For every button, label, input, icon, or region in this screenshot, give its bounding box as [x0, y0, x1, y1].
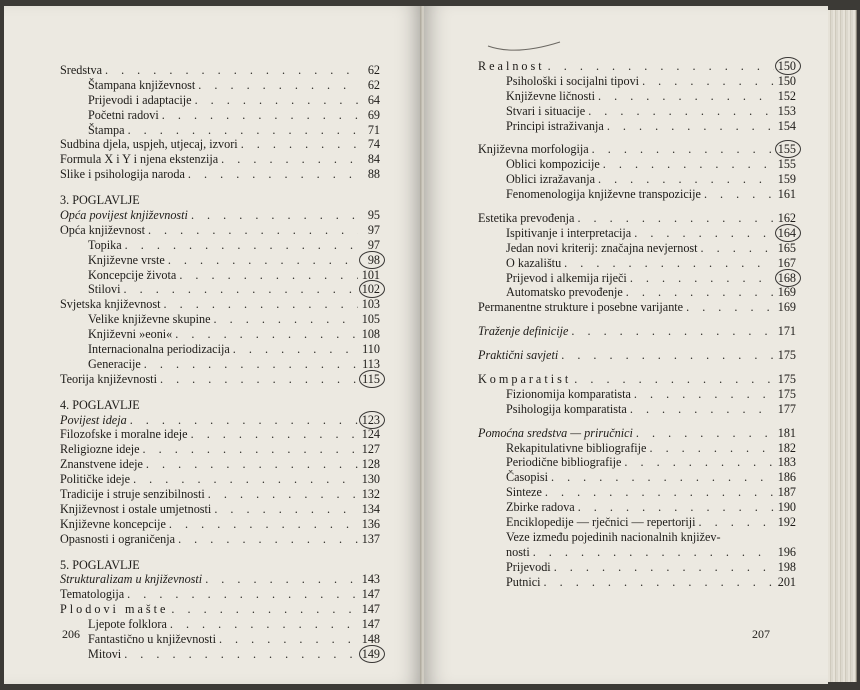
entry-title: Filozofske i moralne ideje: [60, 427, 188, 442]
right-page-number: 207: [752, 627, 770, 641]
entry-title: Automatsko prevođenje: [506, 285, 623, 300]
entry-title: Psihološki i socijalni tipovi: [506, 73, 640, 88]
dot-leader: [124, 587, 358, 602]
entry-title: Književne koncepcije: [60, 516, 166, 531]
toc-entry: [478, 157, 796, 172]
entry-page-number: 171: [777, 324, 796, 339]
dot-leader: [627, 402, 774, 417]
entry-title: Velike književne skupine: [88, 312, 211, 327]
entry-page-number: 147: [361, 617, 380, 632]
toc-entry: [478, 74, 796, 89]
entry-gap: [478, 417, 796, 426]
entry-title: Periodične bibliografije: [506, 455, 622, 470]
toc-entry: [60, 63, 380, 78]
entry-page-number: 127: [361, 442, 380, 457]
entry-title: nosti: [506, 544, 530, 559]
entry-page-number: 97: [367, 222, 380, 237]
dot-leader: [238, 137, 358, 152]
entry-title: Praktični savjeti: [478, 348, 559, 363]
entry-page-number: 101: [361, 267, 380, 282]
toc-entry: [60, 357, 380, 372]
dot-leader: [627, 271, 774, 286]
entry-page-number: 105: [361, 312, 380, 327]
entry-title: Prijevod i alkemija riječi: [506, 270, 627, 285]
entry-title: Stilovi: [88, 282, 121, 297]
entry-title: Pomoćna sredstva — priručnici: [478, 425, 633, 440]
toc-entry: [60, 327, 380, 342]
entry-page-number: 113: [362, 356, 380, 371]
entry-title: Sudbina djela, uspjeh, utjecaj, izvori: [60, 137, 238, 152]
toc-entry: [478, 470, 796, 485]
dot-leader: [542, 485, 774, 500]
left-page-number: 206: [62, 627, 80, 641]
toc-entry: [478, 575, 796, 590]
entry-page-number: 62: [367, 77, 380, 92]
dot-leader: [558, 348, 774, 363]
entry-page-number: 74: [367, 137, 380, 152]
dot-leader: [595, 172, 774, 187]
toc-entry: [60, 587, 380, 602]
toc-entry: [60, 123, 380, 138]
entry-page-number: 169: [777, 300, 796, 315]
entry-title: Opća književnost: [60, 222, 145, 237]
dot-leader: [621, 455, 774, 470]
entry-title: Časopisi: [506, 470, 548, 485]
dot-leader: [631, 387, 774, 402]
toc-entry: [478, 89, 796, 104]
entry-title: Zbirke radova: [506, 500, 575, 515]
entry-title: Štampana književnost: [88, 77, 196, 92]
toc-entry: [60, 238, 380, 253]
dot-leader: [575, 500, 774, 515]
left-toc: [60, 63, 380, 662]
entry-page-number: 161: [777, 187, 796, 202]
entry-gap: [478, 133, 796, 142]
toc-entry: [60, 253, 380, 268]
toc-entry: [478, 119, 796, 134]
toc-entry: [478, 59, 796, 74]
dot-leader: [140, 442, 358, 457]
entry-page-number: 175: [777, 372, 796, 387]
chapter-heading: 4. POGLAVLJE: [60, 397, 140, 412]
entry-page-number: 88: [367, 167, 380, 182]
entry-title: Oblici kompozicije: [506, 157, 600, 172]
entry-title: Ispitivanje i interpretacija: [506, 225, 632, 240]
entry-page-number: 103: [361, 297, 380, 312]
toc-entry: [478, 300, 796, 315]
toc-entry: [60, 78, 380, 93]
entry-title: Strukturalizam u književnosti: [60, 572, 203, 587]
entry-page-number: 62: [367, 62, 380, 77]
toc-entry: [478, 530, 796, 545]
entry-page-number: 149: [358, 647, 380, 662]
toc-entry: [478, 104, 796, 119]
toc-entry: [60, 472, 380, 487]
dot-leader: [165, 253, 358, 268]
entry-page-number: 132: [361, 487, 380, 502]
entry-title: Generacije: [88, 356, 141, 371]
entry-page-number: 165: [777, 240, 796, 255]
toc-entry: [60, 342, 380, 357]
dot-leader: [216, 632, 358, 647]
entry-title: Veze između pojedinih nacionalnih književ-: [506, 529, 721, 544]
dot-leader: [683, 300, 774, 315]
entry-title: Opća povijest književnosti: [60, 208, 188, 222]
entry-page-number: 182: [777, 440, 796, 455]
dot-leader: [541, 575, 774, 590]
dot-leader: [168, 602, 358, 617]
dot-leader: [571, 372, 774, 387]
entry-page-number: 183: [777, 455, 796, 470]
toc-entry: [60, 93, 380, 108]
dot-leader: [145, 223, 358, 238]
entry-title: Književne vrste: [88, 252, 165, 267]
dot-leader: [701, 187, 774, 202]
dot-leader: [188, 208, 358, 223]
dot-leader: [185, 167, 358, 182]
entry-page-number: 152: [777, 88, 796, 103]
toc-entry: [60, 602, 380, 617]
entry-page-number: 147: [361, 602, 380, 617]
dot-leader: [143, 457, 358, 472]
entry-gap: [478, 202, 796, 211]
entry-gap: [478, 315, 796, 324]
entry-page-number: 177: [777, 401, 796, 416]
entry-page-number: 196: [777, 544, 796, 559]
entry-page-number: 136: [361, 516, 380, 531]
entry-page-number: 115: [358, 372, 380, 387]
toc-entry: [478, 187, 796, 202]
dot-leader: [157, 372, 358, 387]
page-edges: [828, 10, 857, 682]
dot-leader: [188, 427, 358, 442]
entry-title: Putnici: [506, 574, 541, 589]
entry-page-number: 187: [777, 485, 796, 500]
entry-title: Formula X i Y i njena ekstenzija: [60, 152, 219, 167]
toc-entry: [60, 632, 380, 647]
entry-title: Znanstvene ideje: [60, 457, 143, 472]
toc-entry: [60, 442, 380, 457]
entry-title: Književnost i ostale umjetnosti: [60, 501, 212, 516]
entry-page-number: 153: [777, 103, 796, 118]
entry-title: O kazalištu: [506, 255, 562, 270]
toc-entry: [60, 517, 380, 532]
dot-leader: [141, 357, 358, 372]
entry-page-number: 168: [774, 271, 796, 286]
toc-entry: [478, 455, 796, 470]
dot-leader: [161, 297, 358, 312]
entry-title: Književna morfologija: [478, 142, 589, 157]
toc-entry: [478, 226, 796, 241]
entry-page-number: 137: [361, 531, 380, 546]
entry-page-number: 155: [777, 157, 796, 172]
dot-leader: [568, 324, 774, 339]
entry-page-number: 169: [777, 285, 796, 300]
entry-title: Opasnosti i ograničenja: [60, 531, 176, 546]
toc-entry: [60, 573, 380, 588]
entry-title: Književne ličnosti: [506, 88, 596, 103]
entry-title: Rekapitulativne bibliografije: [506, 440, 647, 455]
toc-entry: [60, 268, 380, 283]
entry-title: Oblici izražavanja: [506, 172, 595, 187]
dot-leader: [205, 487, 358, 502]
entry-title: Estetika prevođenja: [478, 211, 575, 225]
toc-entry: [60, 297, 380, 312]
entry-page-number: 198: [777, 559, 796, 574]
dot-leader: [530, 545, 774, 560]
toc-entry: [60, 137, 380, 152]
toc-entry: [478, 271, 796, 286]
toc-entry: [60, 617, 380, 632]
chapter-heading: 5. POGLAVLJE: [60, 557, 140, 572]
dot-leader: [167, 617, 358, 632]
entry-title: Ljepote folklora: [88, 617, 167, 632]
toc-entry: [478, 241, 796, 256]
toc-entry: [478, 211, 796, 226]
entry-gap: [478, 339, 796, 348]
entry-page-number: 71: [367, 122, 380, 137]
dot-leader: [192, 93, 358, 108]
toc-entry: [478, 372, 796, 387]
entry-page-number: 175: [777, 348, 796, 363]
entry-page-number: 159: [777, 172, 796, 187]
entry-page-number: 108: [361, 327, 380, 342]
entry-page-number: 128: [361, 457, 380, 472]
entry-page-number: 190: [777, 500, 796, 515]
chapter-heading: 3. POGLAVLJE: [60, 193, 140, 208]
toc-entry: [60, 372, 380, 387]
toc-entry: [478, 387, 796, 402]
toc-entry: [478, 172, 796, 187]
entry-title: Komparatist: [478, 372, 572, 387]
toc-entry: [478, 426, 796, 441]
dot-leader: [551, 560, 774, 575]
right-toc: [478, 59, 796, 590]
dot-leader: [195, 78, 358, 93]
entry-page-number: 154: [777, 118, 796, 133]
toc-entry: [60, 502, 380, 517]
toc-entry: [60, 208, 380, 223]
entry-page-number: 150: [777, 73, 796, 88]
dot-leader: [600, 157, 774, 172]
dot-leader: [633, 426, 774, 441]
entry-title: Štampa: [88, 122, 125, 137]
entry-page-number: 98: [358, 253, 380, 268]
entry-title: Koncepcije života: [88, 267, 177, 282]
toc-entry: [478, 324, 796, 339]
entry-page-number: 164: [774, 226, 796, 241]
entry-title: Religiozne ideje: [60, 442, 140, 457]
entry-page-number: 201: [777, 574, 796, 589]
dot-leader: [125, 123, 358, 138]
toc-entry: [478, 285, 796, 300]
dot-leader: [561, 256, 774, 271]
entry-title: Enciklopedije — rječnici — repertoriji: [506, 515, 696, 530]
dot-leader: [172, 327, 358, 342]
entry-page-number: 192: [777, 515, 796, 530]
entry-title: Psihologija komparatista: [506, 401, 627, 416]
dot-leader: [548, 470, 774, 485]
dot-leader: [230, 342, 358, 357]
dot-leader: [585, 104, 774, 119]
toc-entry: [478, 142, 796, 157]
entry-page-number: 143: [361, 572, 380, 587]
entry-title: Povijest ideja: [60, 412, 127, 427]
entry-title: Svjetska književnost: [60, 297, 161, 312]
toc-entry: [60, 152, 380, 167]
entry-title: Tradicije i struje senzibilnosti: [60, 487, 205, 502]
dot-leader: [211, 502, 358, 517]
right-page: [424, 6, 828, 684]
toc-entry: [60, 647, 380, 662]
entry-page-number: 95: [367, 208, 380, 222]
entry-page-number: 130: [361, 472, 380, 487]
entry-page-number: 167: [777, 255, 796, 270]
entry-title: Topika: [88, 237, 122, 252]
entry-page-number: 102: [358, 282, 380, 297]
entry-page-number: 181: [777, 425, 796, 440]
toc-entry: [60, 312, 380, 327]
dot-leader: [175, 532, 358, 547]
dot-leader: [159, 108, 358, 123]
dot-leader: [604, 119, 774, 134]
dot-leader: [589, 142, 774, 157]
entry-page-number: 175: [777, 386, 796, 401]
entry-gap: [478, 363, 796, 372]
toc-entry: [478, 500, 796, 515]
toc-entry: [60, 532, 380, 547]
entry-title: Književni »eoni«: [88, 327, 173, 342]
entry-title: Internacionalna periodizacija: [88, 342, 230, 357]
entry-title: Principi istraživanja: [506, 118, 604, 133]
toc-entry: [478, 485, 796, 500]
entry-title: Traženje definicije: [478, 324, 569, 339]
entry-page-number: 69: [367, 107, 380, 122]
dot-leader: [166, 517, 358, 532]
dot-leader: [698, 241, 774, 256]
dot-leader: [595, 89, 774, 104]
entry-title: Političke ideje: [60, 472, 131, 487]
pencil-mark: [486, 40, 566, 60]
entry-title: Plodovi mašte: [60, 602, 169, 617]
toc-entry: [478, 402, 796, 417]
toc-entry: [60, 282, 380, 297]
dot-leader: [122, 238, 358, 253]
entry-page-number: 148: [361, 632, 380, 647]
entry-title: Stvari i situacije: [506, 103, 586, 118]
entry-title: Fizionomija komparatista: [506, 386, 631, 401]
toc-entry: [478, 441, 796, 456]
dot-leader: [639, 74, 774, 89]
entry-title: Teorija književnosti: [60, 371, 157, 386]
dot-leader: [202, 572, 358, 587]
toc-entry: [478, 348, 796, 363]
dot-leader: [176, 268, 358, 283]
entry-title: Prijevodi: [506, 559, 551, 574]
dot-leader: [646, 441, 774, 456]
toc-entry: [60, 413, 380, 428]
toc-entry: [478, 256, 796, 271]
dot-leader: [130, 472, 358, 487]
entry-title: Slike i psihologija naroda: [60, 167, 185, 182]
dot-leader: [102, 63, 358, 78]
entry-page-number: 84: [367, 152, 380, 167]
entry-page-number: 155: [774, 142, 796, 157]
entry-page-number: 186: [777, 470, 796, 485]
entry-page-number: 162: [777, 211, 796, 225]
toc-entry: [60, 487, 380, 502]
dot-leader: [623, 285, 774, 300]
left-page: [4, 6, 422, 684]
entry-page-number: 150: [774, 59, 796, 74]
entry-title: Jedan novi kriterij: značajna nevjernost: [506, 240, 698, 255]
entry-title: Realnost: [478, 58, 545, 73]
dot-leader: [121, 282, 358, 297]
entry-title: Tematologija: [60, 587, 125, 602]
toc-entry: [478, 515, 796, 530]
dot-leader: [218, 152, 358, 167]
dot-leader: [545, 59, 774, 74]
entry-title: Sinteze: [506, 485, 542, 500]
dot-leader: [127, 413, 358, 428]
dot-leader: [121, 647, 358, 662]
entry-page-number: 124: [361, 427, 380, 442]
entry-title: Početni radovi: [88, 107, 159, 122]
toc-entry: [478, 545, 796, 560]
dot-leader: [211, 312, 358, 327]
entry-page-number: 97: [367, 237, 380, 252]
toc-entry: [60, 167, 380, 182]
entry-title: Prijevodi i adaptacije: [88, 92, 192, 107]
entry-page-number: 134: [361, 501, 380, 516]
dot-leader: [696, 515, 774, 530]
entry-page-number: 123: [358, 413, 380, 428]
toc-entry: [60, 108, 380, 123]
entry-title: Permanentne strukture i posebne varijante: [478, 300, 684, 315]
entry-title: Fantastično u književnosti: [88, 632, 216, 647]
toc-entry: [60, 427, 380, 442]
toc-entry: [478, 560, 796, 575]
dot-leader: [631, 226, 774, 241]
entry-page-number: 64: [367, 92, 380, 107]
entry-title: Sredstva: [60, 62, 102, 77]
entry-page-number: 110: [362, 342, 380, 357]
toc-entry: [60, 457, 380, 472]
toc-entry: [60, 223, 380, 238]
entry-page-number: 147: [361, 587, 380, 602]
entry-title: Fenomenologija književne transpozicije: [506, 187, 701, 202]
entry-title: Mitovi: [88, 646, 122, 661]
dot-leader: [574, 211, 774, 226]
